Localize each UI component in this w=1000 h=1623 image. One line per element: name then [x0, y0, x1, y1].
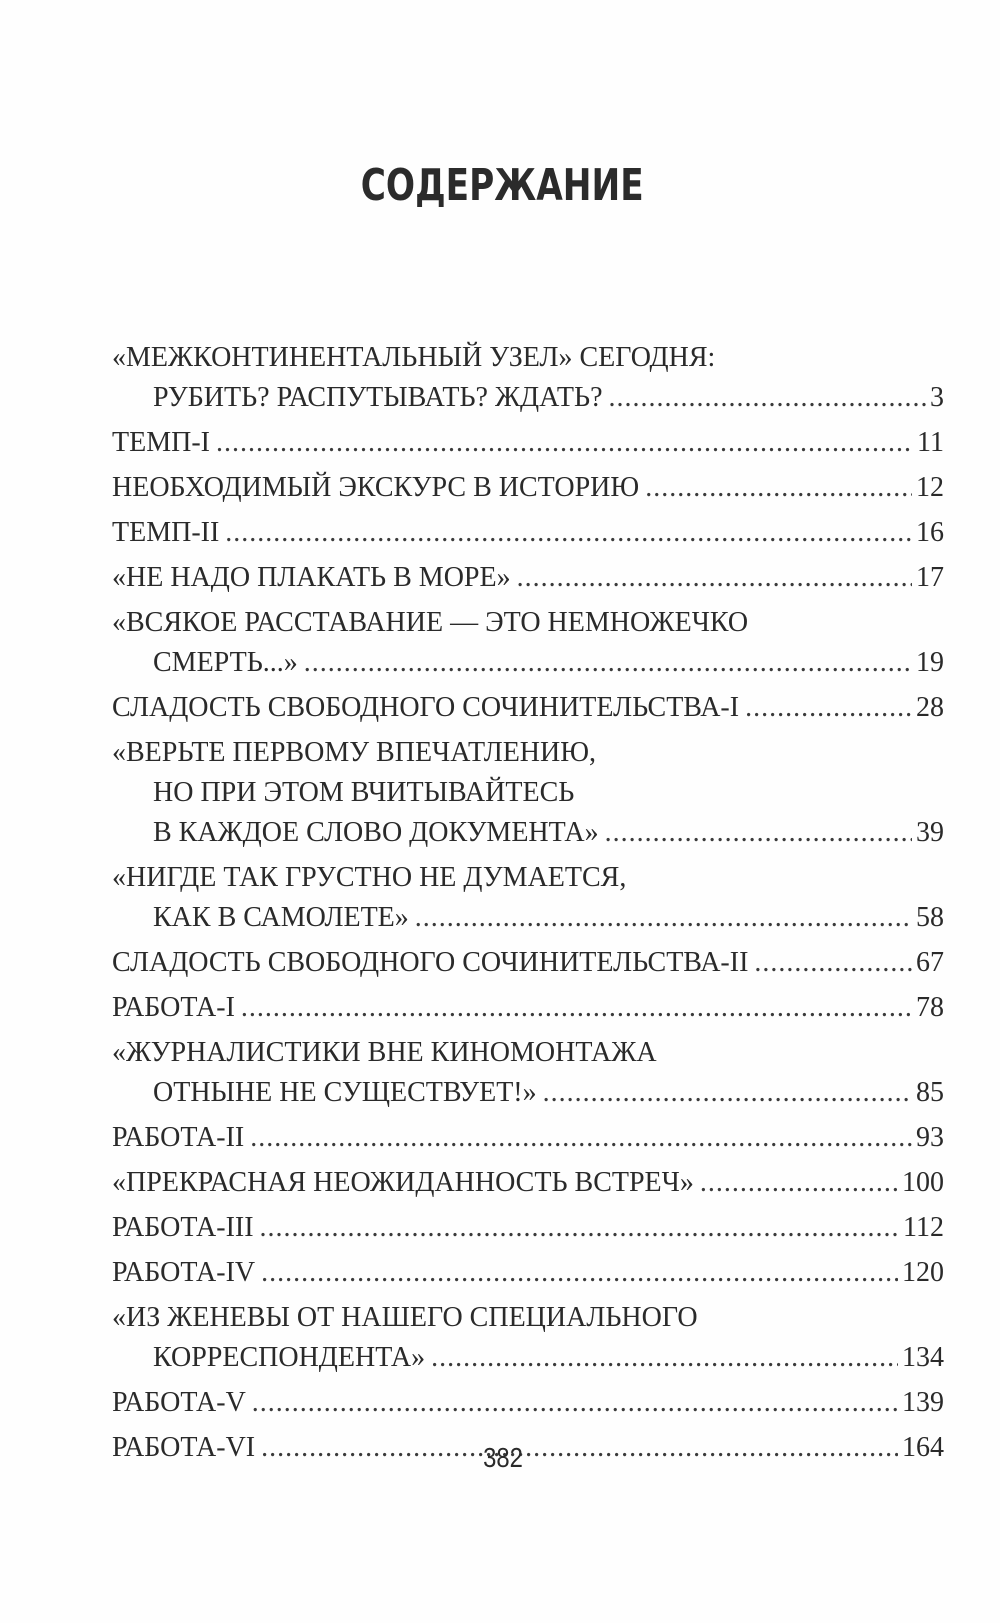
toc-entry-page-number: 3	[930, 382, 944, 413]
toc-entry-title-line: РАБОТА-I	[112, 992, 235, 1023]
toc-entry-last-line	[112, 1073, 944, 1113]
toc-entry-title-line: СМЕРТЬ...»	[153, 647, 298, 678]
toc-entry	[112, 1253, 944, 1293]
toc-entry-title-line: КОРРЕСПОНДЕНТА»	[153, 1342, 426, 1373]
dot-leader	[216, 423, 913, 463]
page-number: 382	[483, 1442, 523, 1473]
toc-entry-last-line	[112, 378, 944, 418]
dot-leader	[261, 1253, 898, 1293]
toc-entry-title-line: РАБОТА-VI	[112, 1432, 256, 1463]
toc-entry-page-number: 19	[916, 647, 944, 678]
toc-entry-title-line: «ВЕРЬТЕ ПЕРВОМУ ВПЕЧАТЛЕНИЮ,	[112, 737, 597, 768]
toc-entry-last-line	[112, 1208, 944, 1248]
toc-entry	[112, 943, 944, 983]
toc-entry-page-number: 78	[916, 992, 944, 1023]
toc-entry-last-line	[112, 1253, 944, 1293]
toc-entry-page-number: 11	[917, 427, 944, 458]
toc-entry-title-line: РУБИТЬ? РАСПУТЫВАТЬ? ЖДАТЬ?	[153, 382, 603, 413]
toc-entry-page-number: 28	[916, 692, 944, 723]
toc-entry-page-number: 112	[903, 1212, 944, 1243]
dot-leader	[605, 813, 912, 853]
dot-leader	[645, 468, 912, 508]
dot-leader	[225, 513, 912, 553]
toc-entry	[112, 423, 944, 463]
toc-entry-last-line	[112, 988, 944, 1028]
toc-entry-page-number: 67	[916, 947, 944, 978]
dot-leader	[250, 1118, 912, 1158]
toc-entry	[112, 1383, 944, 1423]
toc-entry-title-line: НЕОБХОДИМЫЙ ЭКСКУРС В ИСТОРИЮ	[112, 472, 640, 503]
toc-entry-title-line: РАБОТА-II	[112, 1122, 245, 1153]
toc-entry-title-line: КАК В САМОЛЕТЕ»	[153, 902, 409, 933]
toc-entry-last-line	[112, 643, 944, 683]
toc-entry-page-number: 39	[916, 817, 944, 848]
toc-entry-title-line: ТЕМП-I	[112, 427, 210, 458]
toc-entry-title-line: «МЕЖКОНТИНЕНТАЛЬНЫЙ УЗЕЛ» СЕГОДНЯ:	[112, 342, 716, 373]
toc-entry-page-number: 139	[902, 1387, 944, 1418]
dot-leader	[517, 558, 912, 598]
dot-leader	[260, 1208, 899, 1248]
toc-entry-page-number: 85	[916, 1077, 944, 1108]
toc-entry-title-line: СЛАДОСТЬ СВОБОДНОГО СОЧИНИТЕЛЬСТВА-I	[112, 692, 740, 723]
toc-entry-title-line: «ВСЯКОЕ РАССТАВАНИЕ — ЭТО НЕМНОЖЕЧКО	[112, 607, 749, 638]
toc-entry-last-line	[112, 1163, 944, 1203]
toc-entry	[112, 1118, 944, 1158]
toc-entry-title-line: РАБОТА-IV	[112, 1257, 256, 1288]
toc-entry-page-number: 17	[916, 562, 944, 593]
toc-entry	[112, 858, 944, 938]
toc-entry-page-number: 164	[902, 1432, 944, 1463]
page-title: СОДЕРЖАНИЕ	[360, 160, 644, 211]
dot-leader	[241, 988, 912, 1028]
toc-entry-page-number: 16	[916, 517, 944, 548]
toc-entry-page-number: 93	[916, 1122, 944, 1153]
toc-entry-title-line: ОТНЫНЕ НЕ СУЩЕСТВУЕТ!»	[153, 1077, 537, 1108]
dot-leader	[609, 378, 926, 418]
table-of-contents	[112, 338, 944, 1473]
toc-entry-page-number: 12	[916, 472, 944, 503]
toc-entry	[112, 513, 944, 553]
toc-entry-title-line: СЛАДОСТЬ СВОБОДНОГО СОЧИНИТЕЛЬСТВА-II	[112, 947, 749, 978]
toc-entry-title-line: В КАЖДОЕ СЛОВО ДОКУМЕНТА»	[153, 817, 599, 848]
toc-entry-title-line: «ИЗ ЖЕНЕВЫ ОТ НАШЕГО СПЕЦИАЛЬНОГО	[112, 1302, 698, 1333]
dot-leader	[252, 1383, 898, 1423]
toc-entry-page-number: 100	[902, 1167, 944, 1198]
toc-entry-last-line	[112, 1118, 944, 1158]
dot-leader	[700, 1163, 898, 1203]
toc-entry	[112, 558, 944, 598]
toc-entry-title-line: «ПРЕКРАСНАЯ НЕОЖИДАННОСТЬ ВСТРЕЧ»	[112, 1167, 694, 1198]
toc-entry-page-number: 120	[902, 1257, 944, 1288]
toc-entry	[112, 1163, 944, 1203]
toc-entry-title-line: «НИГДЕ ТАК ГРУСТНО НЕ ДУМАЕТСЯ,	[112, 862, 627, 893]
toc-entry-title-line: РАБОТА-V	[112, 1387, 246, 1418]
toc-entry-page-number: 58	[916, 902, 944, 933]
toc-entry	[112, 1208, 944, 1248]
toc-entry-title-line: «НЕ НАДО ПЛАКАТЬ В МОРЕ»	[112, 562, 511, 593]
toc-entry	[112, 338, 944, 418]
dot-leader	[415, 898, 912, 938]
toc-entry-title-line: «ЖУРНАЛИСТИКИ ВНЕ КИНОМОНТАЖА	[112, 1037, 657, 1068]
toc-entry	[112, 603, 944, 683]
toc-entry-last-line	[112, 513, 944, 553]
dot-leader	[745, 688, 912, 728]
toc-entry-title-line: ТЕМП-II	[112, 517, 220, 548]
toc-entry	[112, 988, 944, 1028]
dot-leader	[304, 643, 912, 683]
toc-entry-last-line	[112, 688, 944, 728]
toc-entry-last-line	[112, 943, 944, 983]
toc-entry-last-line	[112, 558, 944, 598]
toc-entry	[112, 1298, 944, 1378]
dot-leader	[754, 943, 912, 983]
toc-entry	[112, 1033, 944, 1113]
toc-entry-last-line	[112, 468, 944, 508]
toc-entry-title-line: НО ПРИ ЭТОМ ВЧИТЫВАЙТЕСЬ	[153, 777, 575, 808]
toc-entry	[112, 733, 944, 853]
dot-leader	[431, 1338, 898, 1378]
dot-leader	[543, 1073, 912, 1113]
toc-entry-last-line	[112, 1383, 944, 1423]
toc-entry-title-line: РАБОТА-III	[112, 1212, 254, 1243]
toc-entry-last-line	[112, 423, 944, 463]
toc-entry-last-line	[112, 898, 944, 938]
toc-entry-last-line	[112, 1338, 944, 1378]
toc-entry	[112, 688, 944, 728]
toc-entry-last-line	[112, 813, 944, 853]
toc-entry-page-number: 134	[902, 1342, 944, 1373]
toc-entry	[112, 468, 944, 508]
